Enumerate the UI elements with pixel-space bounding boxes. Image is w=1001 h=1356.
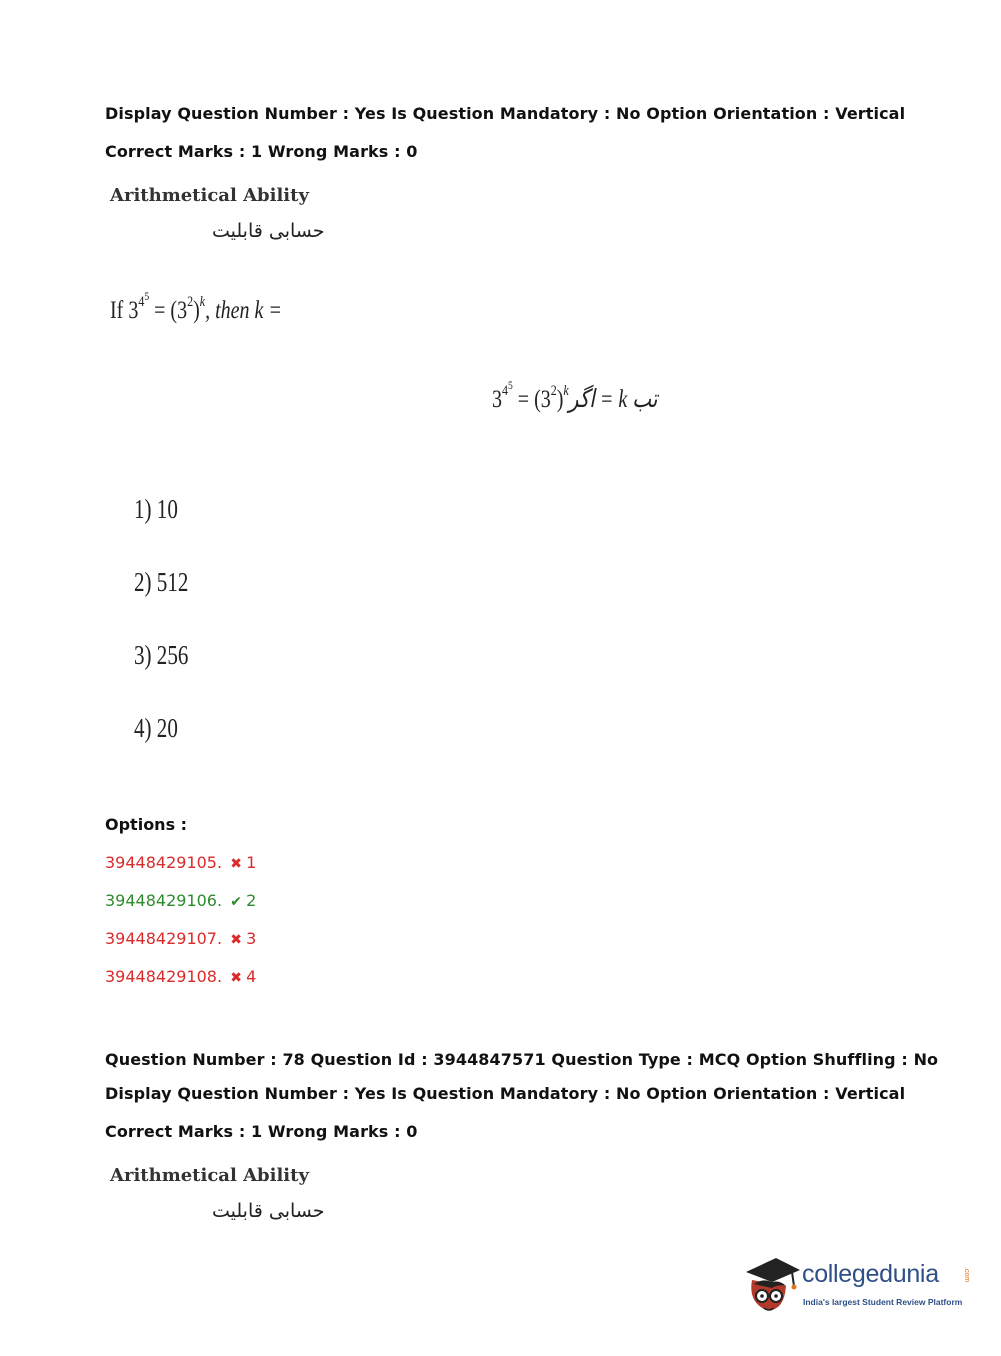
question-urdu-tail: تب k = اگر	[568, 386, 658, 413]
option-id: 39448429108.	[105, 967, 223, 986]
option-row	[105, 967, 256, 986]
question-urdu-eq: = (3	[512, 386, 551, 413]
choice-1: 1) 10	[134, 494, 178, 524]
subject-title: Arithmetical Ability	[110, 185, 309, 206]
option-number: 2	[246, 891, 257, 910]
question-en-exp-exp: 5	[144, 289, 150, 303]
question-meta-display: Display Question Number : Yes Is Question Mandatory : No Option Orientation : Vertical	[105, 104, 906, 123]
choice-2: 2) 512	[134, 567, 189, 597]
cross-icon: ✖	[230, 970, 242, 986]
choice-4: 4) 20	[134, 713, 178, 743]
logo-tagline: India's largest Student Review Platform	[803, 1297, 963, 1307]
question-en-prefix: If 3	[110, 297, 139, 324]
question-en-suffix: , then k =	[205, 297, 282, 324]
question-en-k: k	[199, 294, 206, 310]
question-urdu-k: k	[563, 383, 569, 399]
subject-title: Arithmetical Ability	[110, 1165, 309, 1186]
question-urdu-exp-base: 4	[502, 383, 508, 399]
option-id: 39448429106.	[105, 891, 223, 910]
question-en-eq: = (3	[149, 297, 188, 324]
option-number: 4	[246, 967, 257, 986]
cross-icon: ✖	[230, 856, 242, 872]
question-meta-display: Display Question Number : Yes Is Question Mandatory : No Option Orientation : Vertical	[105, 1084, 906, 1103]
options-label: Options :	[105, 815, 188, 834]
option-row	[105, 891, 256, 910]
collegedunia-logo[interactable]	[742, 1250, 972, 1320]
choice-3: 3) 256	[134, 640, 189, 670]
option-number: 3	[246, 929, 257, 948]
question-text-urdu	[492, 378, 658, 414]
question-en-inner-exp: 2	[187, 294, 194, 310]
question-urdu-base: 3	[492, 386, 502, 413]
question-text-english	[110, 289, 282, 325]
graduate-cap-mascot-icon	[742, 1250, 802, 1320]
option-number: 1	[246, 853, 257, 872]
option-row	[105, 853, 256, 872]
question-urdu-exp-exp: 5	[508, 378, 513, 392]
question-en-close: )	[193, 297, 200, 324]
logo-name: collegedunia	[802, 1260, 939, 1288]
option-row	[105, 929, 256, 948]
cross-icon: ✖	[230, 932, 242, 948]
question-meta-marks: Correct Marks : 1 Wrong Marks : 0	[105, 1122, 418, 1141]
question-urdu-inner-exp: 2	[550, 383, 557, 399]
logo-com: .com	[963, 1267, 970, 1283]
question-meta-marks: Correct Marks : 1 Wrong Marks : 0	[105, 142, 418, 161]
question-en-exp-base: 4	[138, 294, 145, 310]
option-id: 39448429105.	[105, 853, 223, 872]
subject-title-urdu: حسابی قابلیت	[212, 1200, 325, 1222]
option-id: 39448429107.	[105, 929, 223, 948]
subject-title-urdu: حسابی قابلیت	[212, 220, 325, 242]
question-meta-header: Question Number : 78 Question Id : 3944847571 Question Type : MCQ Option Shuffling : No	[105, 1050, 939, 1069]
question-urdu-close: )	[556, 386, 564, 413]
check-icon: ✔	[230, 894, 242, 910]
